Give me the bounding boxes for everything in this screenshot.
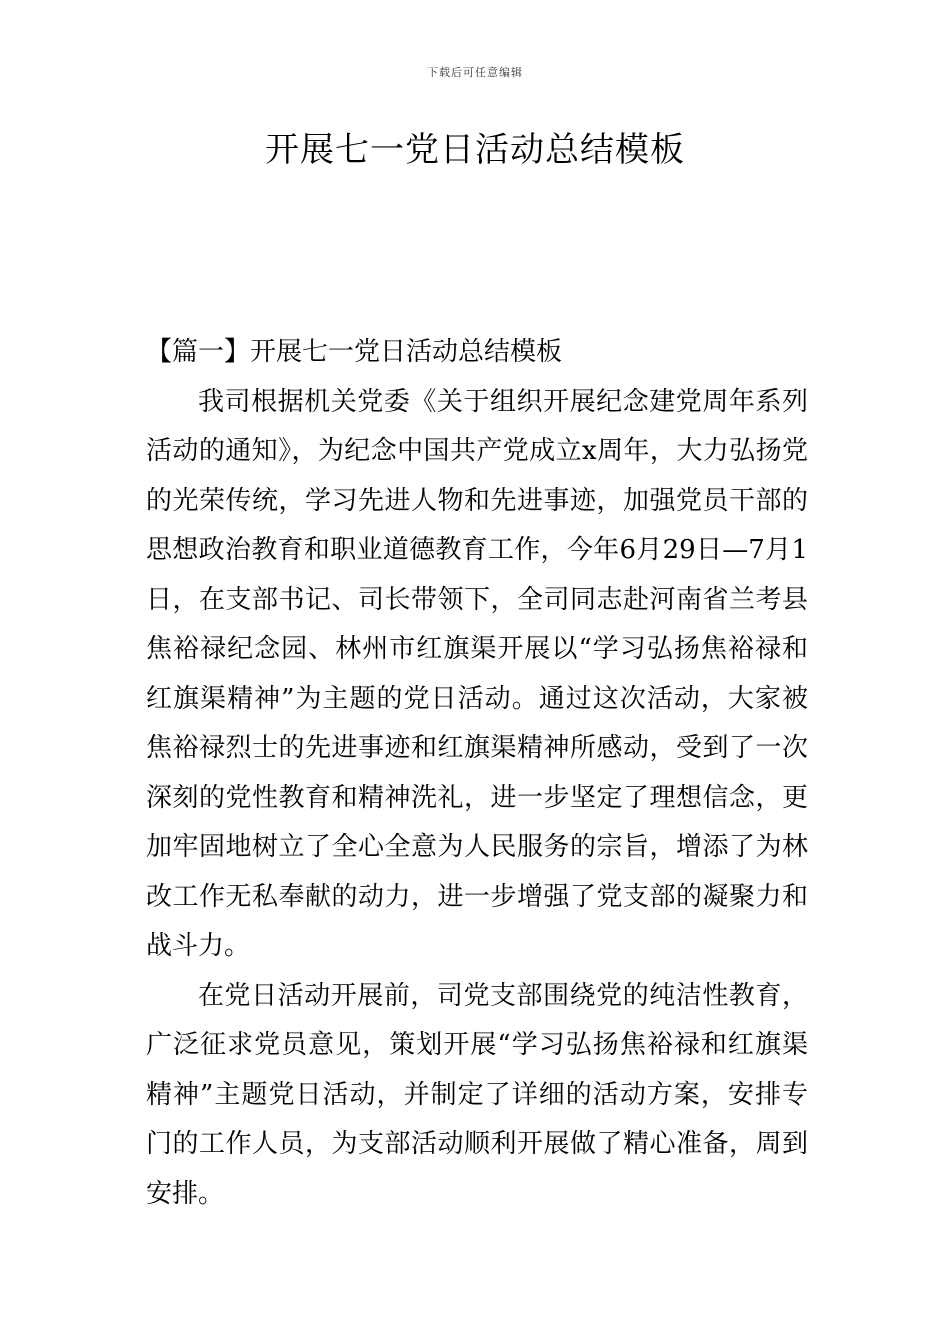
section-heading: 【篇一】开展七一党日活动总结模板 — [146, 337, 563, 367]
body-paragraph-1: 我司根据机关党委《关于组织开展纪念建党周年系列活动的通知》，为纪念中国共产党成立x周年，大力弘扬党的光荣传统，学习先进人物和先进事迹，加强党员干部的思想政治教育和职业道德教育工作，今年6月29日—7月1日，在支部书记、司长带领下，全司同志赴河南省兰考县焦裕禄纪念园、林州市红旗渠开展以“学习弘扬焦裕禄和红旗渠精神”为主题的党日活动。通过这次活动，大家被焦裕禄烈士的先进事迹和红旗渠精神所感动，受到了一次深刻的党性教育和精神洗礼，进一步坚定了理想信念，更加牢固地树立了全心全意为人民服务的宗旨，增添了为林改工作无私奉献的动力，进一步增强了党支部的凝聚力和战斗力。 — [146, 386, 808, 961]
document-body — [146, 328, 808, 1219]
header-note: 下载后可任意编辑 — [427, 66, 523, 79]
body-paragraph-2: 在党日活动开展前，司党支部围绕党的纯洁性教育，广泛征求党员意见，策划开展“学习弘扬焦裕禄和红旗渠精神”主题党日活动，并制定了详细的活动方案，安排专门的工作人员，为支部活动顺利开展做了精心准备，周到安排。 — [146, 980, 808, 1209]
document-title: 开展七一党日活动总结模板 — [265, 130, 685, 170]
